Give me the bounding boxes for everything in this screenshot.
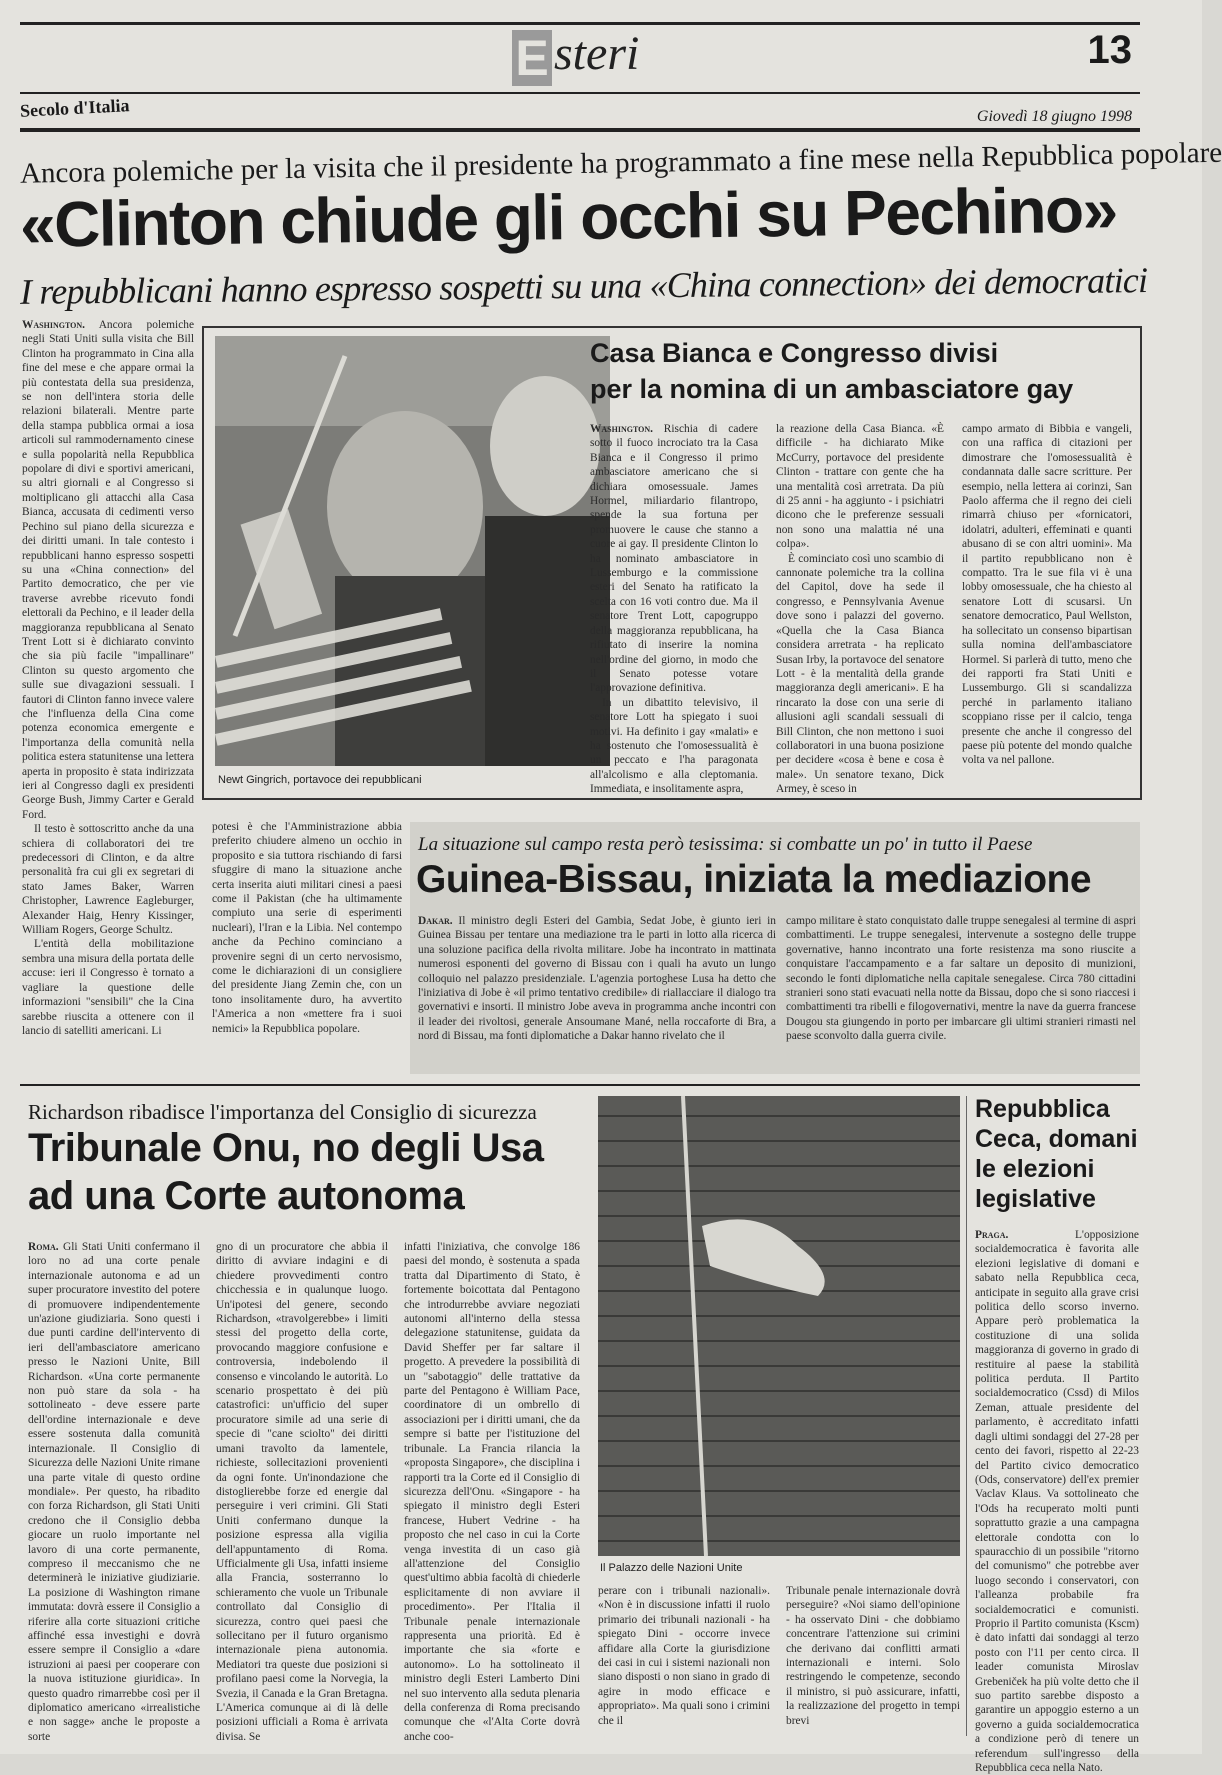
section-name: steri <box>554 27 640 80</box>
gay-headline-line-2: per la nomina di un ambasciatore gay <box>590 374 1074 404</box>
ceca-headline-line-2: Ceca, domani <box>975 1125 1138 1153</box>
onu-column-1 <box>28 1240 200 1743</box>
section-title <box>512 27 640 86</box>
guinea-body-2: campo militare è stato conquistato dalle truppe senegalesi al termine di aspri combattimenti. Le truppe senegalesi, intervenute a sostegno delle truppe governative, hanno incontrato una forte resistenza ma sono riuscite a conquistare l'accampamento e a far saltare un deposito di munizioni, secondo le fonti diplomatiche nella capitale senegalese. Circa 780 cittadini stranieri sono stati evacuati nella notte da Bissau, dopo che si sono riaccesi i combattimenti tra ribelli e filogovernativi, mentre la nave da guerra francese Dougou sta giungendo in porto per imbarcare gli ultimi stranieri rimasti nel paese sconvolto dalla guerra civile. <box>786 915 1136 1043</box>
onu-body-5: Tribunale penale internazionale dovrà perseguire? «Noi siamo dell'opinione - ha osservato Dini - che dobbiamo concentrare l'attenzione sui crimini che derivano dai conflitti armati internazionali e interni. Solo restringendo le competenze, secondo il ministro, si può assicurare, infatti, la realizzazione del progetto in tempi brevi <box>786 1585 960 1727</box>
lead-column-2 <box>212 820 402 1070</box>
top-rule <box>20 22 1140 25</box>
ceca-left-rule <box>966 1096 967 1736</box>
un-building-caption: Il Palazzo delle Nazioni Unite <box>600 1562 743 1574</box>
gingrich-photo <box>215 336 610 766</box>
ceca-dateline: Praga. <box>975 1229 1009 1241</box>
masthead-rule-bottom <box>20 128 1140 132</box>
gingrich-photo-caption: Newt Gingrich, portavoce dei repubblicani <box>218 774 422 786</box>
lead-dateline: Washington. <box>22 319 85 331</box>
masthead-rule <box>20 92 1140 94</box>
page-number: 13 <box>1087 28 1132 72</box>
gay-body-2: la reazione della Casa Bianca. «È difficile - ha dichiarato Mike McCurry, portavoce del presidente Clinton - trattare con gente che ha una mentalità così arretrata. Da più di 25 anni - ha aggiunto - i psichiatri dicono che le preferenze sessuali non sono una malattia né una colpa». <box>776 423 944 551</box>
onu-headline-line-2: ad una Corte autonoma <box>28 1174 465 1218</box>
lead-body-2: potesi è che l'Amministrazione abbia preferito chiudere almeno un occhio in proposito e sia tuttora rischiando di farsi sfuggire di mano la situazione anche certa inserita aiuti militari cinesi a paesi come il Pakistan (che ha ultimamente compiuto una serie di esperimenti nucleari), l'Iran e la Libia. Nel contempo anche da Pechino cominciano a provenire segni di un certo nervosismo, come le dichiarazioni di un consigliere del presidente Jiang Zemin che, con un tono insolitamente duro, ha avvertito l'America a non «mettere fra i suoi nemici» la Repubblica popolare. <box>212 821 402 1035</box>
ceca-body: L'opposizione socialdemocratica è favorita alle elezioni legislative di domani e sabato nella Repubblica ceca, anticipate in seguito alla grave crisi politica dello scorso inverno. Appare però problematica la costituzione di una solida maggioranza di governo in grado di restituire al paese la stabilità politica perduta. Il Partito socialdemocratico (Cssd) di Milos Zeman, attuale presidente del parlamento, è accreditato infatti dagli ultimi sondaggi del 27-28 per cento dei favori, rispetto al 22-23 del Partito civico democratico (Ods, conservatore) dell'ex premier Vaclav Klaus. Va sottolineato che l'Ods ha recuperato molti punti soprattutto grazie a una campagna elettorale condotta con lo spauracchio di un possibile "ritorno del comunismo" che potrebbe aver luogo secondo i conservatori, con l'alleanza probabile fra socialdemocratici e comunisti. Proprio il Partito comunista (Kscm) è dato infatti dai sondaggi al terzo posto con l'11 per cento circa. Il leader comunista Miroslav Grebeniček ha più volte detto che il suo partito sarebbe disposto a garantire un appoggio esterno a un governo a guida socialdemocratica a condizione però di tenere un referendum sull'ingresso della Repubblica ceca nella Nato. <box>975 1229 1139 1775</box>
lead-deck: I repubblicani hanno espresso sospetti su una «China connection» dei democratici <box>19 260 1148 312</box>
guinea-headline: Guinea-Bissau, iniziata la mediazione <box>416 858 1092 901</box>
un-building-photo-image <box>598 1096 960 1556</box>
mid-rule <box>20 1084 1140 1086</box>
gay-column-3 <box>962 422 1132 782</box>
lead-body-1c: L'entità della mobilitazione sembra una misura della portata delle accuse: ieri il Congresso è tornato a vagliare la questione delle informazioni "sensibili" che la Cina sarebbe riuscita a ottenere con il lancio di satelliti americani. Li <box>22 938 194 1037</box>
onu-body-4: perare con i tribunali nazionali». «Non è in discussione infatti il ruolo primario dei tribunali nazionali - ha spiegato Dini - occorre invece affidare alla Corte la giurisdizione dei casi in cui i sistemi nazionali non siano disposti o non siano in grado di agire in modo efficace e appropriato». Ma quali sono i crimini che il <box>598 1585 770 1727</box>
onu-dateline: Roma. <box>28 1241 59 1253</box>
onu-body-1: Gli Stati Uniti confermano il loro no ad una corte penale internazionale autonoma e ad un super procuratore investito del potere di promuovere indipendentemente un'azione giudiziaria. Sono questi i due punti cardine dell'intervento di ieri dell'ambasciatore americano presso le Nazioni Unite, Bill Richardson. «Una corte permanente non può stare da sola - ha sottolineato - deve essere parte dell'ordine internazionale e deve essere sostenuta dalla comunità internazionale. Il Consiglio di Sicurezza delle Nazioni Unite rimane una parte vitale di questo ordine mondiale». Per questo, ha ribadito con forza Richardson, gli Stati Uniti credono che il Consiglio debba giocare un ruolo importante nel lavoro di una corte permanente, compreso il meccanismo che ne determinerà le iniziative giudiziarie. La posizione di Washington rimane immutata: dovrà essere il Consiglio a riferire alla corte situazioni critiche affinché essa investighi e dovrà essere sempre il Consiglio a «dare istruzioni ai paesi per cooperare con la nuova istituzione giuridica». In questo quadro rimarrebbe così per il diplomatico americano «irrealistiche e non sagge» anche le proposte a sorte <box>28 1241 200 1743</box>
lead-kicker: Ancora polemiche per la visita che il presidente ha programmato a fine mese nella Repubblica popolare <box>19 136 1222 190</box>
onu-column-2 <box>216 1240 388 1743</box>
ceca-headline-line-4: legislative <box>975 1185 1096 1213</box>
issue-date: Giovedì 18 giugno 1998 <box>976 108 1132 125</box>
ceca-column <box>975 1228 1139 1775</box>
guinea-body-1: Il ministro degli Esteri del Gambia, Sedat Jobe, è giunto ieri in Guinea Bissau per tentare una mediazione tra le parti in lotto alla ricerca di una soluzione pacifica della rivolta militare. Jobe ha incontrato in mattinata numerosi esponenti del governo di Bissau con i quali ha avuto un lungo colloquio nel palazzo presidenziale. L'agenzia portoghese Lusa ha detto che l'iniziativa di Jobe è «il primo tentativo credibile» di riallacciare il dialogo tra governativi e insorti. Il ministro Jobe aveva in programma anche incontri con il leader dei rivoltosi, generale Ansoumane Mané, nella roccaforte di Bra, a nord di Bissau, ma fonti diplomatiche a Dakar hanno rivelato che il <box>418 915 777 1043</box>
guinea-kicker: La situazione sul campo resta però tesissima: si combatte un po' in tutto il Paese <box>418 834 1033 855</box>
guinea-column-1 <box>418 914 776 1066</box>
onu-column-5 <box>786 1584 960 1740</box>
gingrich-photo-image <box>215 336 610 766</box>
lead-body-1b: Il testo è sottoscritto anche da una schiera di collaboratori dei tre predecessori di Clinton, e da altre personalità fra cui gli ex segretari di stato James Baker, Warren Christopher, Lawrence Eagleburger, Alexander Haig, Henry Kissinger, William Rogers, George Schultz. <box>22 823 194 937</box>
onu-column-3 <box>404 1240 580 1743</box>
gay-column-1 <box>590 422 758 796</box>
gay-dateline: Washington. <box>590 423 653 435</box>
guinea-column-2 <box>786 914 1136 1066</box>
ceca-headline-line-1: Repubblica <box>975 1095 1110 1123</box>
guinea-dateline: Dakar. <box>418 915 453 927</box>
lead-column-1 <box>22 318 194 1070</box>
lead-body-1: Ancora polemiche negli Stati Uniti sulla visita che Bill Clinton ha programmato in Cina alla fine del mese e che appare ormai la più contestata della sua presidenza, se non dell'intera storia delle relazioni bilaterali. Mentre parte della stampa pubblica ormai a iosa articoli sul rammodernamento cinese e sulla popolarità nella Repubblica popolare di divi e sportivi americani, su altri giornali e al Congresso si moltiplicano gli attacchi alla Casa Bianca, accusata di cedimenti verso Pechino sul piano della sicurezza e dei diritti umani. In tale contesto i repubblicani hanno espresso sospetti su una «China connection» del Partito democratico, che per vie traverse avrebbe ricevuto fondi elettorali da Pechino, e il leader della maggioranza repubblicana al Senato Trent Lott si è dichiarato convinto che sia più facile "impallinare" Clinton su questo argomento che sulle sue divagazioni sessuali. I fautori di Clinton fanno invece valere che l'influenza della Cina come potenza economica emergente e l'importanza della comunità nella politica estera statunitense una lettera aperta in proposito è stata indirizzata ieri al Congresso dagli ex presidenti George Bush, Jimmy Carter e Gerald Ford. <box>22 319 194 821</box>
gay-body-2b: È cominciato così uno scambio di cannonate polemiche tra la collina del Capitol, dove ha sede il congresso, e Pennsylvania Avenue dove sono i palazzi del governo. «Quella che la Casa Bianca considera arretrata - ha replicato Susan Irby, la portavoce del senatore Lott - è la mentalità della grande maggioranza degli americani». E ha rincarato la dose con una serie di allusioni agli scandali sessuali di Bill Clinton, che non mettono i suoi collaboratori in una buona posizione per decidere «cosa è bene e cosa è male». Un senatore texano, Dick Armey, è sceso in <box>776 552 944 796</box>
onu-column-4 <box>598 1584 770 1740</box>
onu-kicker: Richardson ribadisce l'importanza del Consiglio di sicurezza <box>28 1100 537 1124</box>
gay-body-1: Rischia di cadere sotto il fuoco incrociato tra la Casa Bianca e il Congresso il primo ambasciatore americano che si dichiara omosessuale. James Hormel, miliardario filantropo, spende la sua fortuna per promuovere le cause che stanno a cuore ai gay. Il presidente Clinton lo ha nominato ambasciatore in Lussemburgo e la commissione esteri del Senato ha ratificato la scelta con 16 voti contro due. Ma il senatore Trent Lott, capogruppo della maggioranza repubblicana, ha rifiutato di inserire la nomina nell'ordine del giorno, in modo che il Senato potesse votare l'approvazione definitiva. <box>590 423 758 695</box>
gay-body-1b: In un dibattito televisivo, il senatore Lott ha spiegato i suoi motivi. Ha definito i gay «malati» e ha sostenuto che l'omosessualità è un peccato e l'ha paragonata all'alcolismo e alla cleptomania. Immediata, e insolitamente aspra, <box>590 696 758 796</box>
gay-headline-line-1: Casa Bianca e Congresso divisi <box>590 338 999 368</box>
gay-column-2 <box>776 422 944 796</box>
un-building-photo <box>598 1096 960 1556</box>
ceca-headline-line-3: le elezioni <box>975 1155 1095 1183</box>
gay-body-3: campo armato di Bibbia e vangeli, con una raffica di citazioni per dimostrare che l'omosessualità è condannata dalle sacre scritture. Per esempio, nella lettera ai corinzi, San Paolo afferma che il regno dei cieli rimarrà chiuso per «fornicatori, idolatri, adulteri, effeminati e quanti abusano di se con altri uomini». Ma il partito repubblicano non è compatto. Tra le sue fila vi è una lobby omosessuale, che ha chiesto al senatore Lott di scusarsi. Un senatore democratico, Paul Wellston, ha sollecitato un consenso bipartisan sulla nomina dell'ambasciatore Hormel. Si parlerà di tutto, meno che dei rapporti fra Stati Uniti e Lussemburgo. Gli si scandalizza perché in parlamento italiano scoppiano risse per il calcio, tenga presente che anche il congresso del paese più potente del mondo qualche volta va nel pallone. <box>962 423 1132 767</box>
onu-body-2: gno di un procuratore che abbia il diritto di avviare indagini e di chiedere provvedimenti contro chicchessia e in qualunque luogo. Un'ipotesi del genere, secondo Richardson, «travolgerebbe» i limiti stessi del progetto della corte, provocando maggiore confusione e controversia, indebolendo il consenso e vincolando le autorità. Lo scenario prospettato è dei più catastrofici: un'ufficio del super procuratore simile ad una serie di specie di "cane sciolto" dei diritti umani travolto da lamentele, richieste, sollecitazioni provenienti da ogni fonte. Un'inondazione che distoglierebbe forze ed energie dal perseguire i veri crimini. Gli Stati Uniti confermano dunque la posizione espressa alla vigilia dell'appuntamento di Roma. Ufficialmente gli Usa, infatti insieme alla Francia, sosterranno lo schieramento che vuole un Tribunale controllato dal Consiglio di sicurezza, contro quei paesi che sollecitano per il futuro organismo internazionale piena autonomia. Mediatori tra queste due posizioni si profilano paesi come la Norvegia, la Svezia, il Canada e la Gran Bretagna. L'America comunque ai di là delle posizioni ufficiali a Roma è arrivata divisa. Se <box>216 1241 388 1743</box>
onu-body-3: infatti l'iniziativa, che convolge 186 paesi del mondo, è sostenuta a spada tratta dal Dipartimento di Stato, è fortemente boicottata dal Pentagono che introdurrebbe avviare negoziati autonomi all'interno della stessa delegazione statunitense, guidata da David Sheffer per far saltare il progetto. A prevedere la possibilità di un "sabotaggio" delle trattative da parte del Pentagono è William Pace, coordinatore di un ombrello di associazioni per i diritti umani, che da sempre si batte per l'istituzione del tribunale. La Francia rilancia la «proposta Singapore», che disciplina i rapporti tra la Corte ed il Consiglio di sicurezza dell'Onu. «Singapore - ha spiegato il ministro degli Esteri francese, Hubert Vedrine - ha proposto che nel caso in cui la Corte venga investita di un caso già all'attenzione del Consiglio quest'ultimo abbia facoltà di chiederle esplicitamente di non avviare il procedimento». Per l'Italia il Tribunale penale internazionale rappresenta una priorità. Ed è importante che sia «forte e autonomo». Lo ha sottolineato il ministro degli Esteri Lamberto Dini nel suo intervento alla seduta plenaria della conferenza di Roma precisando comunque che «l'Alta Corte dovrà anche coo- <box>404 1241 580 1743</box>
lead-headline: «Clinton chiude gli occhi su Pechino» <box>19 173 1118 261</box>
onu-headline-line-1: Tribunale Onu, no degli Usa <box>28 1126 544 1170</box>
paper-name: Secolo d'Italia <box>19 95 130 121</box>
section-initial: E <box>512 30 552 86</box>
